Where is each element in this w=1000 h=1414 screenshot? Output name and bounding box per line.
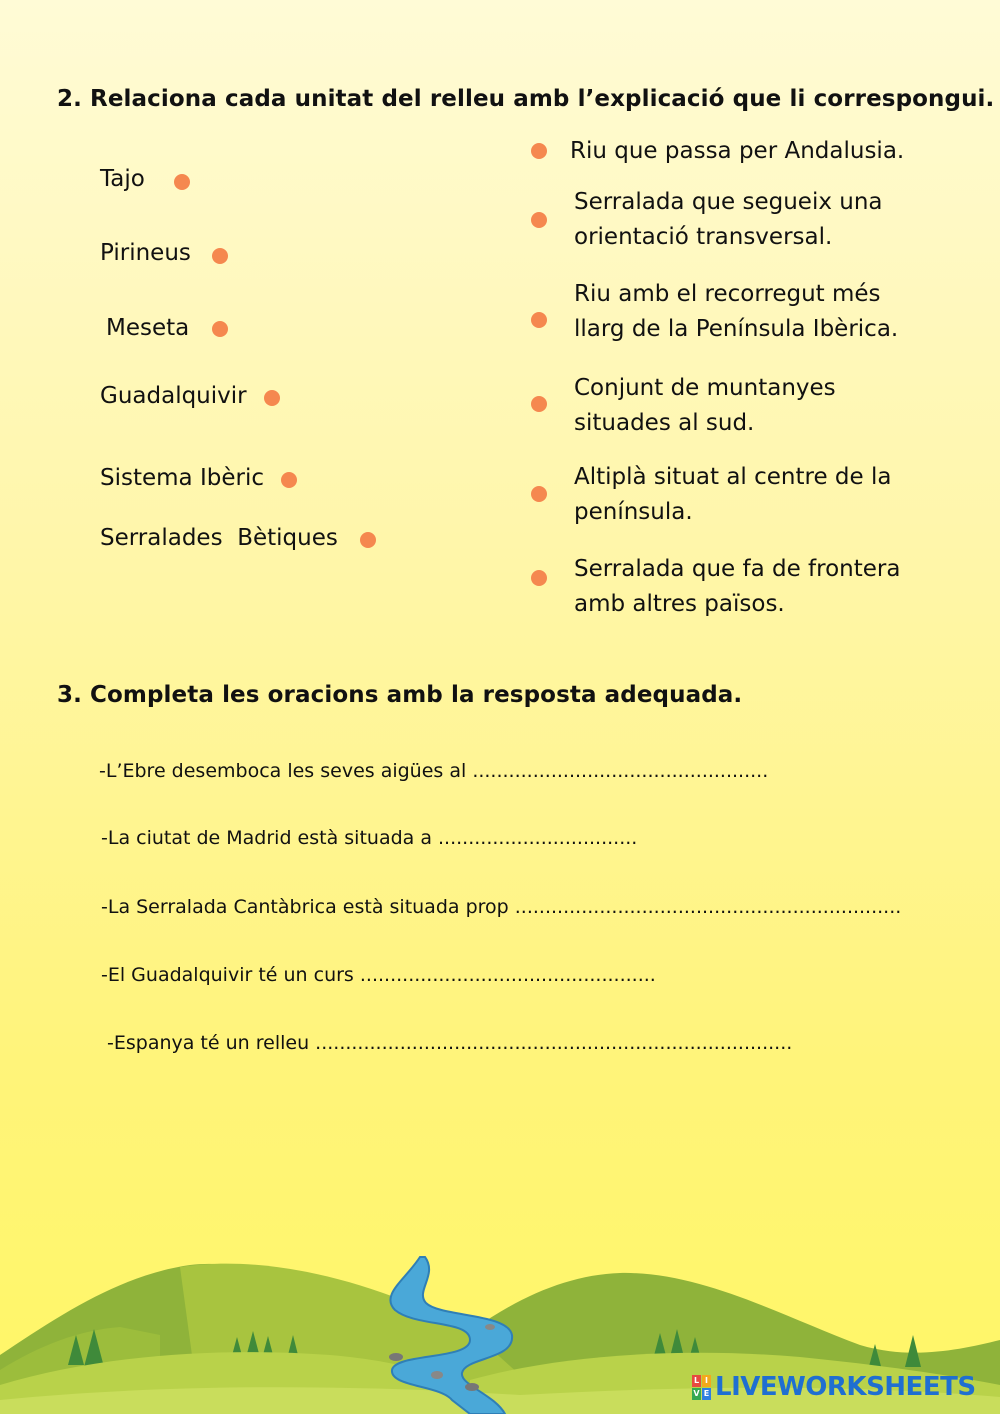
match-dot-term-6[interactable] [360,532,376,548]
sentence-2 [101,827,637,849]
answer-blank-4[interactable]: ................................................. [359,964,656,986]
match-dot-explanation-2[interactable] [531,212,547,228]
answer-blank-3[interactable]: ................................................................ [514,896,902,918]
sentence-1 [99,760,768,782]
term-sistema-iberic: Sistema Ibèric [100,465,264,491]
exercise-3-heading: 3. Completa les oracions amb la resposta adequada. [57,682,743,708]
explanation-4: Conjunt de muntanyes situades al sud. [574,375,836,436]
sentence-3 [101,896,901,918]
exercise-2-heading: 2. Relaciona cada unitat del relleu amb l’explicació que li correspongui. [57,86,995,112]
match-dot-term-1[interactable] [174,174,190,190]
explanation-5: Altiplà situat al centre de la península. [574,464,892,525]
liveworksheets-logo [692,1372,976,1402]
sentence-5-text: -Espanya té un relleu [107,1032,316,1054]
explanation-6: Serralada que fa de frontera amb altres països. [574,556,901,617]
match-dot-explanation-1[interactable] [531,143,547,159]
term-pirineus: Pirineus [100,240,191,266]
term-tajo: Tajo [100,166,145,192]
term-serralades-betiques: Serralades Bètiques [100,525,338,551]
match-dot-term-3[interactable] [212,321,228,337]
sentence-2-text: -La ciutat de Madrid està situada a [101,827,439,849]
sentence-3-text: -La Serralada Cantàbrica està situada prop [101,896,515,918]
match-dot-term-4[interactable] [264,390,280,406]
sentence-4-text: -El Guadalquivir té un curs [101,964,360,986]
match-dot-explanation-4[interactable] [531,396,547,412]
term-meseta: Meseta [106,315,190,341]
answer-blank-5[interactable]: ............................................................................... [315,1032,793,1054]
answer-blank-1[interactable]: ................................................. [472,760,769,782]
match-dot-explanation-6[interactable] [531,570,547,586]
sentence-5 [107,1032,792,1054]
match-dot-term-5[interactable] [281,472,297,488]
match-dot-term-2[interactable] [212,248,228,264]
sentence-4 [101,964,656,986]
term-guadalquivir: Guadalquivir [100,383,247,409]
explanation-2: Serralada que segueix una orientació transversal. [574,189,883,250]
match-dot-explanation-5[interactable] [531,486,547,502]
sentence-1-text: -L’Ebre desemboca les seves aigües al [99,760,473,782]
explanation-1: Riu que passa per Andalusia. [570,138,905,164]
answer-blank-2[interactable]: ................................. [438,827,638,849]
match-dot-explanation-3[interactable] [531,312,547,328]
logo-text: LIVEWORKSHEETS [715,1372,976,1402]
explanation-3: Riu amb el recorregut més llarg de la Península Ibèrica. [574,281,899,342]
logo-badge-icon: L I V E [693,1376,710,1398]
